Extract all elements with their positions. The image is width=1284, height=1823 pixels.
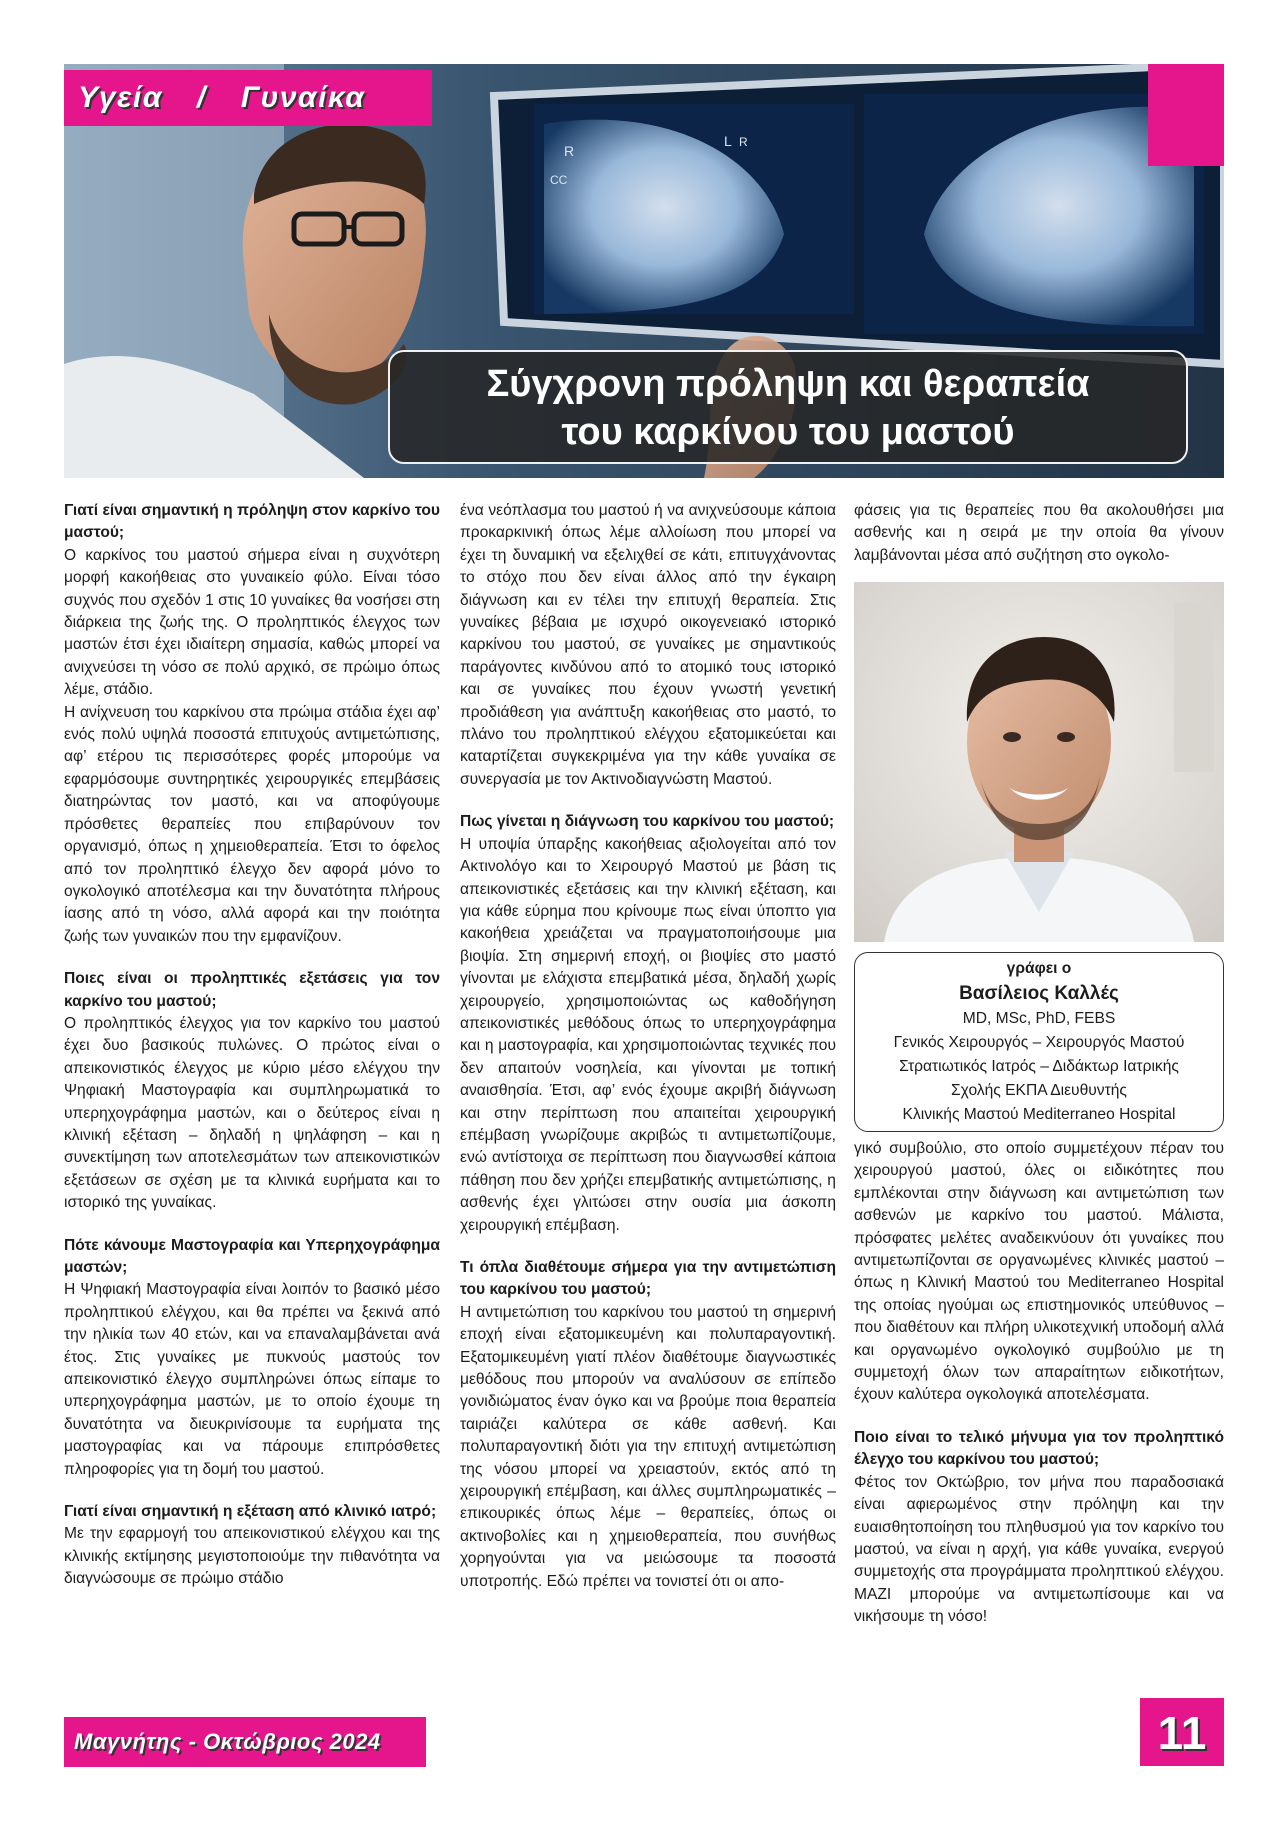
- section-heading: Γιατί είναι σημαντική η εξέταση από κλινικό ιατρό;: [64, 1503, 437, 1521]
- paragraph: Με την εφαρμογή του απεικονιστικού ελέγχου και της κλινικής εκτίμησης μεγιστοποιούμε την πιθανότητα να διαγνώσουμε σε πρώιμο στάδιο: [64, 1525, 440, 1588]
- svg-text:R: R: [739, 135, 748, 149]
- article-column-2: [460, 500, 836, 1593]
- accent-block: [1148, 64, 1224, 166]
- paragraph: ένα νεόπλασμα του μαστού ή να ανιχνεύσουμε κάποια προκαρκινική όπως λέμε αλλοίωση που μπορεί να έχει τη δυναμική να εξελιχθεί σε κάτι, επιτυγχάνοντας το στόχο που δεν είναι άλλος από την έγκαιρη διάγνωση και εν τέλει την επιτυχή θεραπεία. Στις γυναίκες βέβαια με ισχυρό οικογενειακό ιστορικό καρκίνου του μαστού, σε γυναίκες με σημαντικούς παράγοντες κινδύνου από το ατομικό τους ιστορικό και σε γυναίκες που έχουν γνωστή γενετική προδιάθεση για ανάπτυξη κακοήθειας στο μαστό, το πλάνο του προληπτικού ελέγχου εξατομικεύεται και καταρτίζεται συγκεκριμένα για την κάθε γυναίκα σε συνεργασία με τον Ακτινοδιαγνώστη Μαστού.: [460, 502, 836, 788]
- paragraph: Η υποψία ύπαρξης κακοήθειας αξιολογείται από τον Ακτινολόγο και το Χειρουργό Μαστού με βάση τις απεικονιστικές εξετάσεις και την κλινική εξέταση, και για κάθε εύρημα που κρίνουμε πως είναι ύποπτο για κακοήθεια χρειάζεται να πραγματοποιήσουμε μια βιοψία. Στη σημερινή εποχή, οι βιοψίες στο μαστό γίνονται με ελάχιστα επεμβατικά μέσα, δηλαδή χωρίς χειρουργείο, χρησιμοποιώντας ως καθοδήγηση απεικονιστικές μεθόδους όπως το υπερηχογράφημα και η μαστογραφία, και χρησιμοποιώντας τεχνικές που δεν απαιτούν νοσηλεία, και γίνονται με τοπική αναισθησία. Έτσι, αφ’ ενός έχουμε ακριβή διάγνωση και στην περίπτωση που απαιτείται χειρουργική επέμβαση γνωρίζουμε ακριβώς τι αντιμετωπίζουμε, ενώ αντίστοιχα σε περίπτωση που διαγνωσθεί κάποια πάθηση που δεν χρήζει επεμβατικής αντιμετώπισης, η ασθενής έχει γλιτώσει στην ουσία μια άσκοπη χειρουργική επέμβαση.: [460, 835, 836, 1234]
- author-portrait: [854, 582, 1224, 942]
- paragraph: γικό συμβούλιο, στο οποίο συμμετέχουν πέραν του χειρουργού μαστού, όλες οι ειδικότητες που εμπλέκονται στην διάγνωση και αντιμετώπιση των ασθενών με καρκίνο του μαστού. Μάλιστα, πρόσφατες μελέτες αναδεικνύουν ότι γυναίκες που αντιμετωπίζονται σε οργανωμένες κλινικές μαστού – όπως η Κλινική Μαστού του Mediterraneo Hospital της οποίας ηγούμαι ως επιστημονικός υπεύθυνος – που διαθέτουν και πλήρη υλικοτεχνική υποδομή αλλά και οργανωμένο ογκολογικό συμβούλιο με τη συμμετοχή όλων των απαραίτητων ειδικοτήτων, έχουν καλύτερα ογκολογικά αποτελέσματα.: [854, 1140, 1224, 1404]
- section-heading: Ποιο είναι το τελικό μήνυμα για τον προληπτικό έλεγχο του καρκίνου του μαστού;: [854, 1428, 1224, 1469]
- section-label: Υγεία: [78, 81, 163, 114]
- author-title-4: Κλινικής Μαστού Mediterraneo Hospital: [902, 1106, 1176, 1123]
- author-name: Βασίλειος Καλλές: [959, 983, 1119, 1004]
- paragraph-gap: [460, 791, 836, 811]
- paragraph: Η ανίχνευση του καρκίνου στα πρώιμα στάδια έχει αφ’ ενός πολύ υψηλά ποσοστά επιτυχούς αντιμετώπισης, αφ’ ετέρου τις περισσότερες φορές μπορούμε να εφαρμόσουμε συντηρητικές χειρουργικές επεμβάσεις διατηρώντας τον μαστό, και να αποφύγουμε πρόσθετες θεραπείες που επιβαρύνουν τον οργανισμό, όπως η χημειοθεραπεία. Έτσι το όφελος από τον προληπτικό έλεγχο δεν αφορά μόνο το ογκολογικό αποτέλεσμα και την δυνατότητα πλήρους ίασης από τη νόσο, αλλά αφορά και την ποιότητα ζωής των γυναικών που την εμφανίζουν.: [64, 703, 440, 945]
- subsection-label: Γυναίκα: [240, 81, 366, 114]
- paragraph: Φέτος τον Οκτώβριο, τον μήνα που παραδοσιακά είναι αφιερωμένος στην πρόληψη και την ευαισθητοποίηση του πληθυσμού για τον καρκίνο του μαστού, να είναι η αρχή, για κάθε γυναίκα, ενεργού συμμετοχής στα προγράμματα προληπτικού ελέγχου. ΜΑΖΙ μπορούμε να αντιμετωπίσουμε και να νικήσουμε τη νόσο!: [854, 1473, 1224, 1626]
- paragraph-gap: [854, 1407, 1224, 1427]
- headline-line-1: Σύγχρονη πρόληψη και θεραπεία: [486, 363, 1090, 405]
- section-tag: [64, 70, 432, 126]
- paragraph: Ο προληπτικός έλεγχος για τον καρκίνο του μαστού έχει δυο βασικούς πυλώνες. Ο πρώτος είναι ο απεικονιστικός έλεγχος με κύριο μέσο ελέγχου την Ψηφιακή Μαστογραφία και συμπληρωματικά το υπερηχογράφημα μαστών, και ο δεύτερος είναι η κλινική εξέταση – δηλαδή η ψηλάφηση – και η συνεκτίμηση των αποτελεσμάτων των απεικονιστικών εξετάσεων σε σχέση με τα κλινικά ευρήματα και το ιστορικό της γυναίκας.: [64, 1014, 440, 1212]
- author-box: [854, 952, 1224, 1132]
- section-heading: Γιατί είναι σημαντική η πρόληψη στον καρκίνο του μαστού;: [64, 502, 440, 542]
- svg-text:CC: CC: [550, 173, 568, 187]
- paragraph: φάσεις για τις θεραπείες που θα ακολουθήσει μια ασθενής και η σειρά με την οποία θα γίνουν λαμβάνονται μέσα από συζήτηση στο ογκολο-: [854, 502, 1224, 564]
- section-heading: Ποιες είναι οι προληπτικές εξετάσεις για τον καρκίνο του μαστού;: [64, 970, 440, 1010]
- author-byline: γράφει ο: [1006, 960, 1072, 977]
- headline: [388, 350, 1188, 464]
- section-heading: Πως γίνεται η διάγνωση του καρκίνου του μαστού;: [460, 813, 835, 831]
- headline-line-2: του καρκίνου του μαστού: [561, 411, 1015, 453]
- article-column-3-top: [854, 500, 1224, 567]
- section-heading: Τι όπλα διαθέτουμε σήμερα για την αντιμετώπιση του καρκίνου του μαστού;: [460, 1259, 836, 1299]
- paragraph-gap: [64, 948, 440, 968]
- section-separator: /: [196, 81, 207, 114]
- paragraph-gap: [64, 1215, 440, 1235]
- author-degrees: MD, MSc, PhD, FEBS: [962, 1010, 1116, 1027]
- section-heading: Πότε κάνουμε Μαστογραφία και Υπερηχογράφημα μαστών;: [64, 1236, 440, 1276]
- publication-footer: Μαγνήτης - Οκτώβριος 2024: [64, 1717, 426, 1767]
- svg-text:R: R: [564, 143, 575, 159]
- paragraph: Η αντιμετώπιση του καρκίνου του μαστού τη σημερινή εποχή είναι εξατομικευμένη και πολυπαραγοντική. Εξατομικευμένη γιατί πλέον διαθέτουμε διαγνωστικές μεθόδους που μπορούν να αναλύσουν σε επίπεδο γονιδιώματος έναν όγκο και να βρούμε ποια θεραπεία ταιριάζει καλύτερα σε κάθε ασθενή. Και πολυπαραγοντική διότι για την επιτυχή αντιμετώπιση της νόσου μπορεί να χρειαστούν, εκτός από τη χειρουργική επέμβαση, και άλλες συμπληρωματικές – επικουρικές όπως λέμε – θεραπείες, όπως οι ακτινοβολίες και η χημειοθεραπεία, που συνήθως χορηγούνται για να μειώσουμε τα ποσοστά υποτροπής. Εδώ πρέπει να τονιστεί ότι οι απο-: [460, 1303, 836, 1590]
- svg-text:L: L: [724, 133, 732, 149]
- page-number: 11: [1140, 1698, 1224, 1766]
- paragraph: Ο καρκίνος του μαστού σήμερα είναι η συχνότερη μορφή κακοήθειας στο γυναικείο φύλο. Είναι τόσο συχνός που σχεδόν 1 στις 10 γυναίκες θα νοσήσει στη διάρκεια της ζωής της. Ο προληπτικός έλεγχος των μαστών έτσι έχει ιδιαίτερη σημασία, καθώς μπορεί να ανιχνεύσει τη νόσο σε πολύ αρχικό, σε πρώιμο όπως λέμε, στάδιο.: [64, 546, 440, 699]
- paragraph: Η Ψηφιακή Μαστογραφία είναι λοιπόν το βασικό μέσο προληπτικού ελέγχου, και θα πρέπει να ξεκινά από την ηλικία των 40 ετών, και να επαναλαμβάνεται ανά έτος. Στις γυναίκες με πυκνούς μαστούς τον απεικονιστικό έλεγχο συμπληρώνει όπως είπαμε το υπερηχογράφημα μαστών, με το οποίο έχουμε τη δυνατότητα να διευκρινίσουμε τα ευρήματα της μαστογραφίας και να πάρουμε επιπρόσθετες πληροφορίες για τη δομή του μαστού.: [64, 1281, 440, 1478]
- mammogram-left: [534, 104, 854, 314]
- author-title-2: Στρατιωτικός Ιατρός – Διδάκτωρ Ιατρικής: [899, 1058, 1179, 1075]
- author-title-3: Σχολής ΕΚΠΑ Διευθυντής: [951, 1082, 1127, 1099]
- article-column-1: [64, 500, 440, 1591]
- author-title-1: Γενικός Χειρουργός – Χειρουργός Μαστού: [893, 1034, 1185, 1051]
- article-column-3-bottom: [854, 1138, 1224, 1629]
- paragraph-gap: [460, 1237, 836, 1257]
- paragraph-gap: [64, 1481, 440, 1501]
